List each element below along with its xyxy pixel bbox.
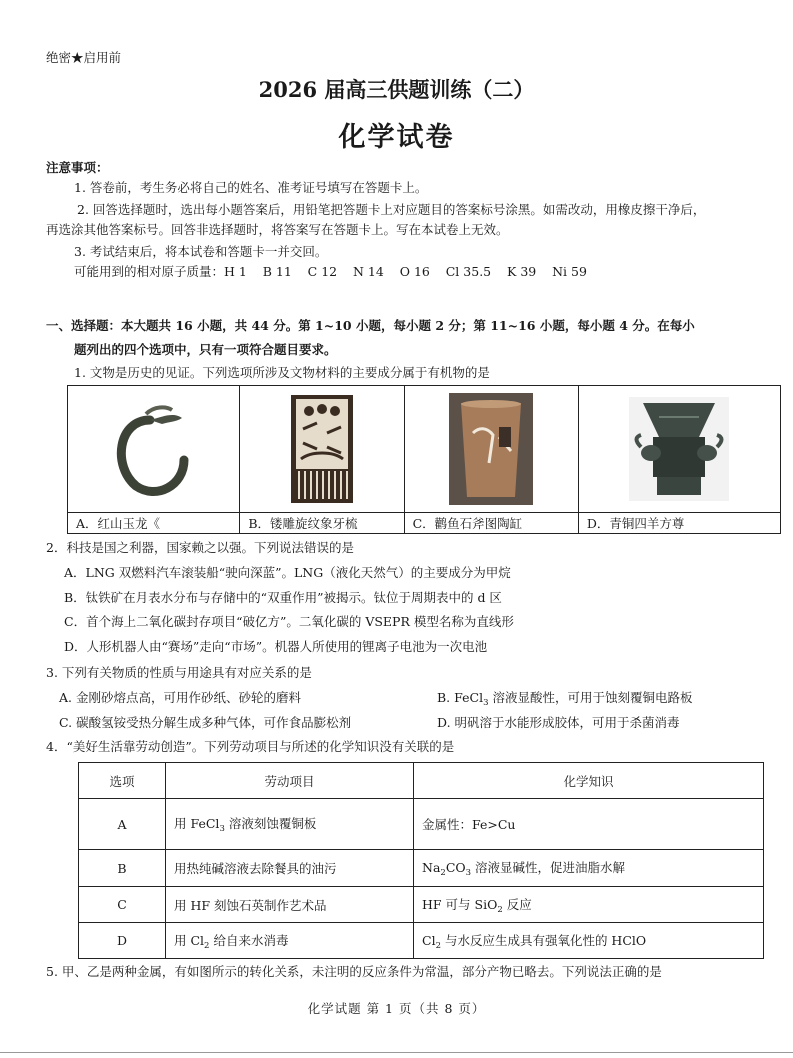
notice-item-2: 2. 回答选择题时，选出每小题答案后，用铅笔把答题卡上对应题目的答案标号涂黑。如需改动，用橡皮擦干净后， xyxy=(77,202,706,217)
q4-row-d-chem: $Cl_2$ 与水反应生成具有强氧化性的 HClO xyxy=(414,923,764,959)
q4-header-labor: 劳动项目 xyxy=(166,763,414,799)
atomic-masses: 可能用到的相对原子质量：H 1 B 11 C 12 N 14 O 16 Cl 35.5 K 39 Ni 59 xyxy=(74,264,587,279)
q1-option-b-image-cell xyxy=(240,386,404,513)
q2-option-c: C．首个海上二氧化碳封存项目“破亿方”。二氧化碳的 VSEPR 模型名称为直线形 xyxy=(64,614,514,629)
q2-option-a: A．LNG 双燃料汽车滚装船“驶向深蓝”。LNG（液化天然气）的主要成分为甲烷 xyxy=(64,565,511,580)
q4-row-d-labor: 用 $Cl_2$ 给自来水消毒 xyxy=(166,923,414,959)
q3-stem: 3. 下列有关物质的性质与用途具有对应关系的是 xyxy=(46,665,312,680)
pottery-jar-image xyxy=(449,393,533,505)
q1-option-c-caption: C．鹳鱼石斧图陶缸 xyxy=(404,513,578,534)
q4-header-option: 选项 xyxy=(79,763,166,799)
section-1-heading-line1: 一、选择题：本大题共 16 小题，共 44 分。第 1~10 小题，每小题 2 分；第 11~16 小题，每小题 4 分。在每小 xyxy=(46,318,695,333)
q1-option-c-image-cell xyxy=(404,386,578,513)
q3-option-a: A. 金刚砂熔点高，可用作砂纸、砂轮的磨料 xyxy=(59,690,301,705)
jade-dragon-image xyxy=(106,394,202,504)
section-1-heading-line2: 题列出的四个选项中，只有一项符合题目要求。 xyxy=(74,342,337,357)
q4-row-b xyxy=(79,850,764,887)
notice-item-3: 3. 考试结束后，将本试卷和答题卡一并交回。 xyxy=(74,244,328,259)
footer-rule xyxy=(0,1052,793,1053)
exam-title: 2026 届高三供题训练（二） xyxy=(258,77,535,102)
notice-item-1: 1. 答卷前，考生务必将自己的姓名、准考证号填写在答题卡上。 xyxy=(74,180,428,195)
subject-title: 化学试卷 xyxy=(338,122,455,153)
confidential-mark: 绝密★启用前 xyxy=(46,50,122,65)
q4-row-b-chem: $Na_2CO_3$ 溶液显碱性，促进油脂水解 xyxy=(414,850,764,887)
q4-row-a-option: A xyxy=(79,799,166,850)
q4-row-c xyxy=(79,887,764,923)
page-footer: 化学试题 第 1 页（共 8 页） xyxy=(307,1001,486,1016)
q1-option-a-caption: A．红山玉龙《 xyxy=(68,513,240,534)
q1-option-d-caption: D．青铜四羊方尊 xyxy=(578,513,780,534)
q4-row-d-option: D xyxy=(79,923,166,959)
bronze-zun-image xyxy=(629,397,729,501)
q2-option-b: B．钛铁矿在月表水分布与存储中的“双重作用”被揭示。钛位于周期表中的 d 区 xyxy=(64,590,502,605)
q4-row-b-labor: 用热纯碱溶液去除餐具的油污 xyxy=(166,850,414,887)
q2-stem: 2．科技是国之利器，国家赖之以强。下列说法错误的是 xyxy=(46,540,354,555)
q4-stem: 4．“美好生活靠劳动创造”。下列劳动项目与所述的化学知识没有关联的是 xyxy=(46,739,455,754)
q1-stem: 1. 文物是历史的见证。下列选项所涉及文物材料的主要成分属于有机物的是 xyxy=(74,365,490,380)
notice-heading: 注意事项： xyxy=(46,160,109,175)
q1-options-table xyxy=(67,385,781,534)
q4-row-a xyxy=(79,799,764,850)
ivory-comb-image xyxy=(287,393,357,505)
q1-option-a-image-cell xyxy=(68,386,240,513)
q4-row-c-option: C xyxy=(79,887,166,923)
q5-stem: 5. 甲、乙是两种金属，有如图所示的转化关系，未注明的反应条件为常温，部分产物已略去。下列说法正确的是 xyxy=(46,964,662,979)
q4-row-c-labor: 用 HF 刻蚀石英制作艺术品 xyxy=(166,887,414,923)
q1-option-d-image-cell xyxy=(578,386,780,513)
q4-row-b-option: B xyxy=(79,850,166,887)
q4-table xyxy=(78,762,764,959)
q3-option-b: B. FeCl$_3$ 溶液显酸性，可用于蚀刻覆铜电路板 xyxy=(437,690,693,708)
q3-option-c: C. 碳酸氢铵受热分解生成多种气体，可作食品膨松剂 xyxy=(59,715,352,730)
section-1-heading xyxy=(46,314,766,362)
q4-row-a-chem: 金属性：Fe>Cu xyxy=(414,799,764,850)
q1-option-b-caption: B．镂雕旋纹象牙梳 xyxy=(240,513,404,534)
q4-row-a-labor: 用 FeCl$_3$ 溶液刻蚀覆铜板 xyxy=(166,799,414,850)
notice-item-2-cont: 再选涂其他答案标号。回答非选择题时，将答案写在答题卡上。写在本试卷上无效。 xyxy=(46,222,509,237)
q2-option-d: D．人形机器人由“赛场”走向“市场”。机器人所使用的锂离子电池为一次电池 xyxy=(64,639,488,654)
q3-option-d: D. 明矾溶于水能形成胶体，可用于杀菌消毒 xyxy=(437,715,680,730)
q4-row-c-chem: HF 可与 SiO$_2$ 反应 xyxy=(414,887,764,923)
q4-row-d xyxy=(79,923,764,959)
q4-header-chem: 化学知识 xyxy=(414,763,764,799)
